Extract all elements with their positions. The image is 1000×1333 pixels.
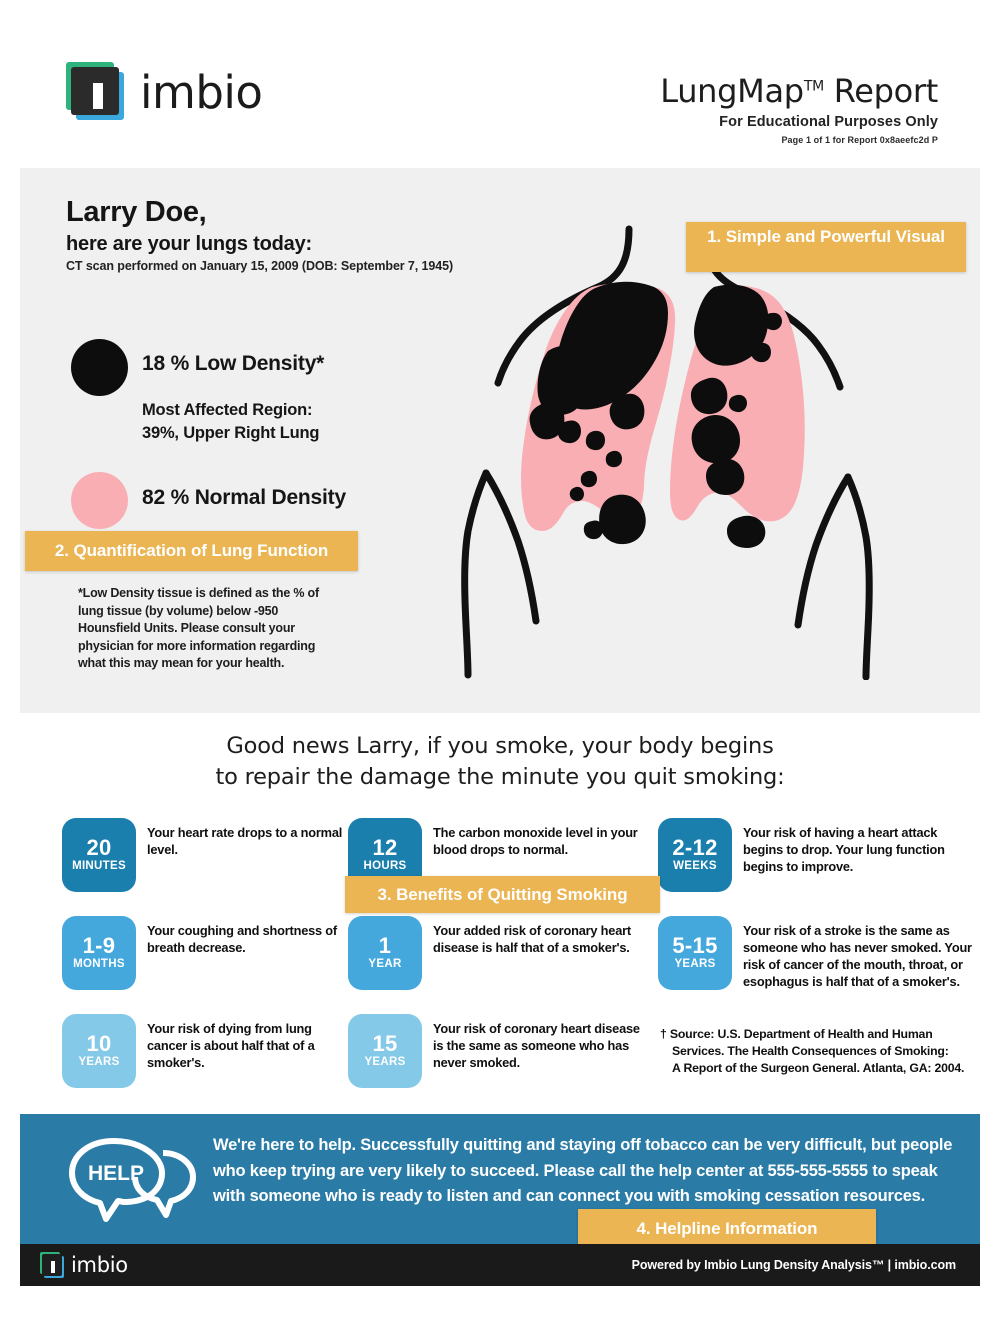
footer-logo-dark-square [42,1254,62,1276]
benefit-description: Your added risk of coronary heart disease is half that of a smoker's. [433,923,631,955]
help-banner-text: We're here to help. Successfully quitting and staying off tobacco can be very difficult, but people who keep trying are very likely to succeed. Please call the help center at 555-555-5555 to speak with someone who is ready to listen and can connect you with smoking cessation resources. [213,1136,953,1205]
benefit-badge-unit: WEEKS [673,860,717,872]
normal-density-swatch [71,472,128,529]
benefit-badge-number: 1 [378,933,392,958]
benefit-badge [658,818,732,892]
benefit-badge-number: 12 [372,835,398,860]
source-line-1: † Source: U.S. Department of Health and Human [660,1027,933,1041]
benefit-badge-number: 10 [86,1031,112,1056]
footer-logo-text: imbio [71,1253,128,1277]
report-title-suffix: Report [833,72,938,110]
benefit-card [658,818,978,892]
benefit-description: The carbon monoxide level in your blood drops to normal. [433,825,638,857]
footer-imbio-logo [40,1252,128,1278]
benefit-badge [348,1014,422,1088]
benefits-heading-line2: to repair the damage the minute you quit smoking: [215,764,785,790]
benefit-badge [62,1014,136,1088]
source-citation [660,1026,980,1077]
report-title-main: LungMap [660,72,804,110]
footer-powered-by: Powered by Imbio Lung Density Analysis™ | imbio.com [631,1258,956,1272]
benefit-description: Your risk of dying from lung cancer is about half that of a smoker's. [147,1021,315,1070]
benefit-badge-number: 2-12 [672,835,718,860]
most-affected-region-title: Most Affected Region: [142,401,313,419]
normal-density-label: 82 % Normal Density [142,486,346,509]
report-subtitle: For Educational Purposes Only [719,114,938,130]
imbio-logo-text: imbio [140,65,263,119]
benefit-description: Your risk of coronary heart disease is the same as someone who has never smoked. [433,1021,640,1070]
benefit-card [62,818,347,892]
benefit-badge [62,916,136,990]
source-line-2: Services. The Health Consequences of Smoking: [672,1044,949,1058]
benefit-badge-unit: YEARS [364,1056,406,1068]
benefit-badge [62,818,136,892]
source-line-3: A Report of the Surgeon General. Atlanta, GA: 2004. [672,1061,965,1075]
scan-date-line: CT scan performed on January 15, 2009 (DOB: September 7, 1945) [66,259,454,273]
report-id-line: Page 1 of 1 for Report 0x8aeefc2d P [781,135,938,145]
benefit-badge-number: 20 [86,835,112,860]
low-density-label: 18 % Low Density* [142,352,325,375]
benefit-badge-unit: MINUTES [72,860,126,872]
benefit-description: Your coughing and shortness of breath decrease. [147,923,337,955]
logo-bar-glyph [93,83,103,109]
benefit-badge-unit: HOURS [363,860,407,872]
benefit-badge-unit: YEAR [368,958,402,970]
page-header [0,0,1000,168]
benefit-badge-number: 15 [372,1031,398,1056]
benefit-card [348,1014,648,1088]
benefit-badge-unit: MONTHS [73,958,125,970]
imbio-logo-icon [66,62,126,122]
benefit-description: Your risk of a stroke is the same as someone who has never smoked. Your risk of cancer of the mouth, throat, or esophagus is half that of a smoker's. [743,923,972,989]
callout-simple-and-powerful-visual[interactable]: 1. Simple and Powerful Visual [686,222,966,272]
benefit-description: Your heart rate drops to a normal level. [147,825,343,857]
patient-lead-text: here are your lungs today: [66,233,312,255]
benefit-badge-unit: YEARS [674,958,716,970]
footer-logo-bar-glyph [51,1261,55,1273]
imbio-logo [66,62,262,122]
help-speech-bubbles-icon [62,1133,202,1225]
benefit-card [348,916,648,990]
benefit-card [658,916,978,990]
density-footnote: *Low Density tissue is defined as the % of lung tissue (by volume) below -950 Hounsfield Units. Please consult your physician for more information regarding what this may mean for your health. [78,586,319,670]
lung-ct-visualization [420,225,890,680]
benefit-badge [658,916,732,990]
benefit-description: Your risk of having a heart attack begins to drop. Your lung function begins to improve. [743,825,945,874]
low-density-swatch [71,339,128,396]
callout-helpline-information[interactable]: 4. Helpline Information [578,1209,876,1249]
benefit-badge [348,916,422,990]
benefit-badge-unit: YEARS [78,1056,120,1068]
most-affected-region-value: 39%, Upper Right Lung [142,424,320,442]
patient-name: Larry Doe, [66,196,207,228]
footer-logo-icon [40,1252,64,1278]
page-title [660,72,938,110]
benefits-heading-line1: Good news Larry, if you smoke, your body begins [226,733,774,759]
benefit-card [62,916,347,990]
benefit-badge-number: 5-15 [672,933,718,958]
callout-benefits-of-quitting-smoking[interactable]: 3. Benefits of Quitting Smoking [345,876,660,913]
report-title-block [660,72,938,145]
callout-quantification-of-lung-function[interactable]: 2. Quantification of Lung Function [25,531,358,571]
help-icon-label: HELP [87,1162,145,1185]
benefit-badge-number: 1-9 [82,933,116,958]
benefit-card [62,1014,347,1088]
logo-dark-square [71,67,119,115]
trademark-symbol: TM [803,78,824,95]
